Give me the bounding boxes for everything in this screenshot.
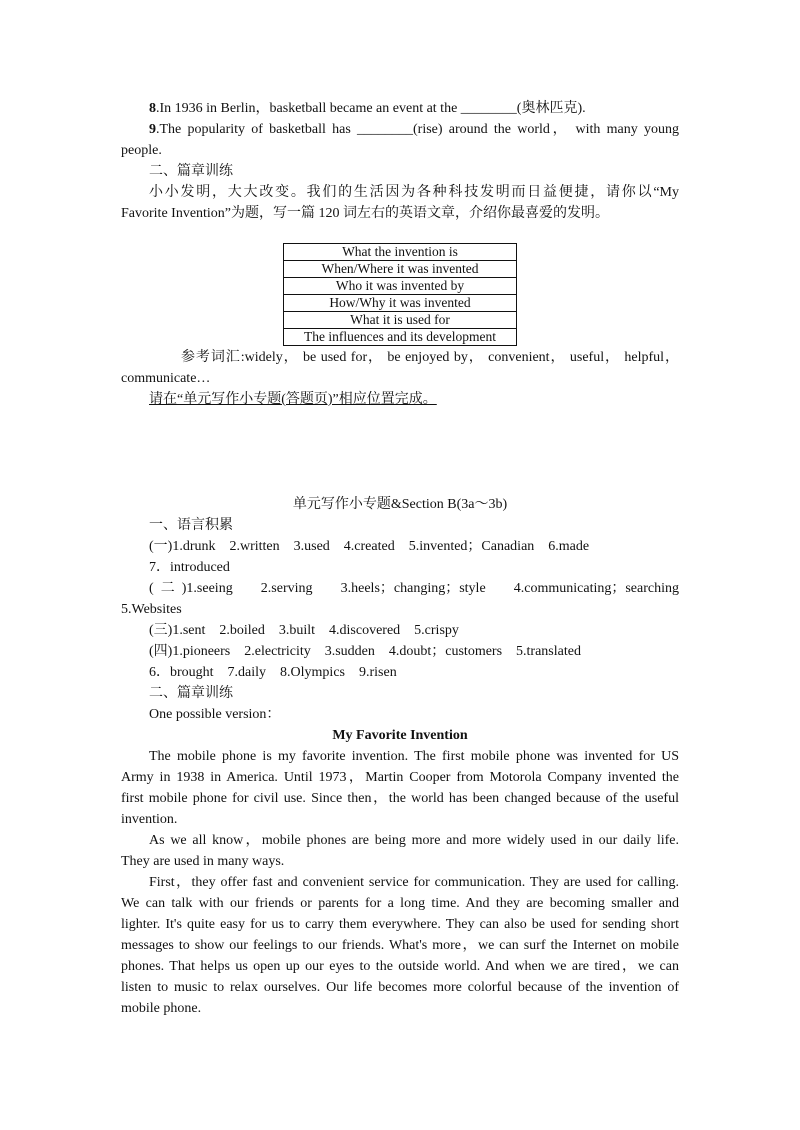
essay-line: They are used in many ways. [121, 854, 285, 869]
essay-line: mobile phone. [121, 1001, 202, 1016]
outline-cell: What it is used for [284, 312, 517, 329]
outline-row [284, 261, 517, 278]
outline-row [284, 312, 517, 329]
essay-line: first mobile phone for civil use. Since then，the world has been changed because of the useful [121, 791, 679, 806]
outline-row [284, 278, 517, 295]
reference-vocabulary-line2: communicate… [121, 371, 211, 386]
outline-cell: What the invention is [284, 244, 517, 261]
writing-prompt-line2: Favorite Invention”为题，写一篇 120 词左右的英语文章，介绍你最喜爱的发明。 [121, 206, 610, 221]
essay-line: phones. That helps us open up our eyes to the outside world. And when we are tired，we can [121, 959, 679, 974]
answers-group3: (三)1.sent 2.boiled 3.built 4.discovered 5.crispy [149, 623, 459, 638]
reference-vocabulary-line1: 参考词汇:widely， be used for， be enjoyed by， convenient， useful， helpful， [181, 350, 679, 365]
outline-row [284, 295, 517, 312]
outline-row [284, 329, 517, 346]
answers-title: 单元写作小专题&Section B(3a～3b) [292, 497, 508, 512]
outline-cell: When/Where it was invented [284, 261, 517, 278]
outline-cell: How/Why it was invented [284, 295, 517, 312]
essay-line: As we all know，mobile phones are being more and more widely used in our daily life. [149, 833, 679, 848]
answers-group2-continuation: 5.Websites [121, 602, 182, 617]
outline-row [284, 244, 517, 261]
question-9: 9.The popularity of basketball has ________(rise) around the world， with many young [149, 122, 679, 137]
essay-line: First，they offer fast and convenient service for communication. They are used for calling. [149, 875, 679, 890]
outline-table [283, 243, 517, 346]
outline-cell: Who it was invented by [284, 278, 517, 295]
essay-line: invention. [121, 812, 178, 827]
essay-line: lighter. It's quite easy for us to carry them everywhere. They can also be used for sending short [121, 917, 679, 932]
essay-line: listen to music to relax ourselves. Our life becomes more colorful because of the invention of [121, 980, 679, 995]
version-label: One possible version： [149, 707, 281, 722]
essay-line: Army in 1938 in America. Until 1973，Martin Cooper from Motorola Company invented the [121, 770, 679, 785]
section2-heading-top: 二、篇章训练 [149, 164, 233, 179]
answers-group4-continuation: 6．brought 7.daily 8.Olympics 9.risen [149, 665, 397, 680]
answers-group1: (一)1.drunk 2.written 3.used 4.created 5.invented；Canadian 6.made [149, 539, 590, 554]
essay-title: My Favorite Invention [332, 728, 468, 743]
essay-line: The mobile phone is my favorite invention. The first mobile phone was invented for US [149, 749, 679, 764]
section1-heading: 一、语言积累 [149, 518, 233, 533]
answer-instruction: 请在“单元写作小专题(答题页)”相应位置完成。 [149, 392, 437, 407]
question-9-continuation: people. [121, 143, 162, 158]
essay-line: We can talk with our friends or parents for a long time. And they are becoming smaller and [121, 896, 679, 911]
answers-group1-continuation: 7．introduced [149, 560, 230, 575]
question-8: 8.In 1936 in Berlin，basketball became an event at the ________(奥林匹克). [149, 101, 586, 116]
section2-heading: 二、篇章训练 [149, 686, 233, 701]
outline-cell: The influences and its development [284, 329, 517, 346]
answers-group4: (四)1.pioneers 2.electricity 3.sudden 4.doubt；customers 5.translated [149, 644, 581, 659]
answers-group2: (二)1.seeing 2.serving 3.heels；changing；style 4.communicating；searching [149, 581, 679, 596]
essay-line: messages to show our feelings to our friends. What's more，we can surf the Internet on mobile [121, 938, 679, 953]
writing-prompt-line1: 小小发明，大大改变。我们的生活因为各种科技发明而日益便捷，请你以“My [149, 185, 679, 200]
